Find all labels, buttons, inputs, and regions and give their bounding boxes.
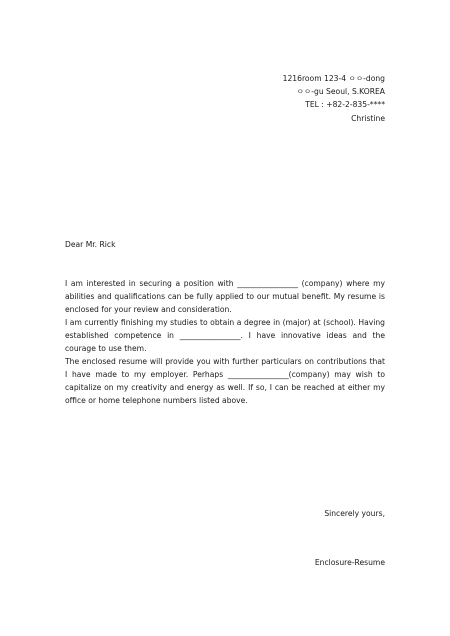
sender-city-line: ㅇㅇ-gu Seoul, S.KOREA: [296, 87, 385, 97]
sender-address-block: [283, 72, 385, 125]
salutation: Dear Mr. Rick: [65, 240, 116, 249]
body-paragraph-resume: The enclosed resume will provide you with further particulars on contributions that I have made to my employer. Perhaps ________________(company) may wish to capitalize on my creativity and energy as well. If so, I can be reached at either my office or home telephone numbers listed above.: [65, 357, 385, 405]
sender-phone-line: TEL : +82-2-835-****: [305, 100, 385, 110]
sender-name: Christine: [351, 113, 385, 123]
body-paragraph-studies: I am currently finishing my studies to obtain a degree in (major) at (school). Having established competence in ________________. I have innovative ideas and the courage to use them.: [65, 318, 385, 353]
letter-body: [65, 277, 385, 407]
sender-address-line: 1216room 123-4 ㅇㅇ-dong: [282, 74, 385, 83]
body-paragraph-intro: I am interested in securing a position with ________________ (company) where my abilities and qualifications can be fully applied to our mutual benefit. My resume is enclosed for your review and consideration.: [65, 279, 385, 314]
enclosure-note: Enclosure-Resume: [314, 558, 385, 567]
closing-phrase: Sincerely yours,: [324, 509, 385, 518]
